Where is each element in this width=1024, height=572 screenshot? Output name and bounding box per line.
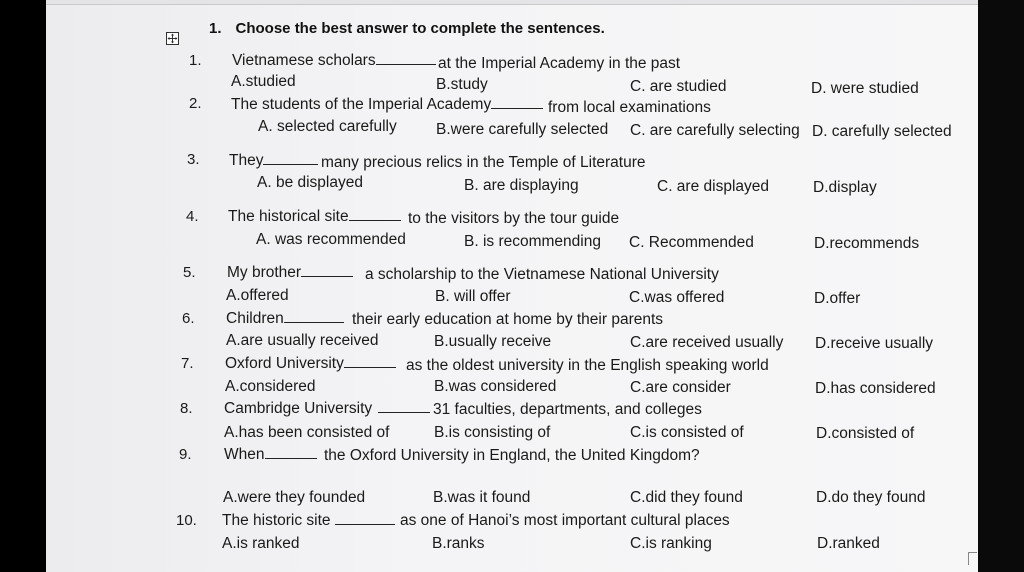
sentence-start: The historic site: [222, 512, 331, 529]
option-c: C.is consisted of: [630, 424, 744, 441]
option-b: B. is recommending: [464, 233, 601, 250]
sentence-end: from local examinations: [548, 99, 711, 116]
option-b: B.study: [436, 76, 488, 93]
sentence-start: The students of the Imperial Academy: [231, 96, 492, 113]
option-a: A. be displayed: [257, 174, 363, 191]
option-a: A.studied: [231, 73, 296, 90]
option-d: D.consisted of: [816, 425, 915, 442]
answer-blank: [284, 310, 344, 323]
question-number: 6.: [182, 310, 195, 327]
option-a: A.is ranked: [222, 535, 300, 552]
sentence-start: Oxford University: [225, 355, 344, 372]
option-d: D.display: [813, 179, 877, 196]
option-d: D.ranked: [817, 535, 880, 552]
option-a: A.considered: [225, 378, 316, 395]
question-sentence: [228, 208, 401, 226]
answer-blank: [263, 152, 318, 165]
question-number: 1.: [189, 52, 202, 69]
sentence-end: their early education at home by their parents: [352, 311, 664, 328]
question-number: 3.: [187, 151, 200, 168]
option-a: A.has been consisted of: [224, 424, 390, 441]
option-c: C. are displayed: [657, 178, 770, 195]
answer-blank: [265, 446, 317, 459]
option-c: C.is ranking: [630, 535, 712, 552]
question-sentence: [227, 264, 353, 282]
option-b: B.was it found: [433, 489, 531, 506]
sentence-start: When: [224, 446, 265, 463]
question-number: 5.: [183, 264, 196, 281]
document-page: [46, 0, 978, 572]
option-d: D.receive usually: [815, 335, 934, 352]
question-number: 2.: [189, 95, 202, 112]
sentence-start: Children: [226, 310, 284, 327]
option-d: D.has considered: [815, 380, 936, 397]
question-sentence: [232, 52, 436, 70]
option-c: C.did they found: [630, 489, 743, 506]
sentence-start: They: [229, 152, 264, 169]
sentence-end: to the visitors by the tour guide: [408, 210, 620, 227]
option-b: B.was considered: [434, 378, 557, 395]
sentence-end: at the Imperial Academy in the past: [438, 55, 681, 72]
option-d: D.offer: [814, 290, 861, 307]
question-number: 9.: [179, 446, 192, 463]
answer-blank: [349, 208, 401, 221]
question-sentence: [222, 512, 395, 530]
sentence-end: many precious relics in the Temple of Literature: [321, 154, 646, 171]
option-a: A. was recommended: [256, 231, 406, 248]
answer-blank: [376, 52, 436, 65]
exercise-heading: [209, 20, 605, 37]
option-d: D. carefully selected: [812, 123, 952, 140]
option-d: D.do they found: [816, 489, 926, 506]
sentence-end: 31 faculties, departments, and colleges: [433, 401, 702, 418]
option-b: B.is consisting of: [434, 424, 551, 441]
option-c: C. are studied: [630, 78, 727, 95]
option-b: B.were carefully selected: [436, 121, 609, 138]
question-sentence: [225, 355, 396, 373]
option-b: B. will offer: [435, 288, 511, 305]
question-number: 8.: [180, 400, 193, 417]
sentence-end: as the oldest university in the English speaking world: [406, 357, 769, 374]
sentence-start: The historical site: [228, 208, 349, 225]
option-a: A.were they founded: [223, 489, 366, 506]
question-sentence: [226, 310, 344, 328]
screen-bezel: [978, 0, 1024, 572]
option-a: A. selected carefully: [258, 118, 397, 135]
ruler: [46, 0, 978, 5]
page-corner-mark: [968, 552, 977, 565]
option-a: A.are usually received: [226, 332, 379, 349]
option-c: C. are carefully selecting: [630, 122, 800, 139]
heading-text: Choose the best answer to complete the sentences.: [235, 20, 605, 37]
question-sentence: [229, 152, 318, 170]
heading-number: 1.: [209, 20, 222, 37]
table-move-handle-icon[interactable]: [166, 32, 179, 45]
question-number: 10.: [176, 512, 197, 529]
answer-blank: [335, 512, 395, 525]
answer-blank: [301, 264, 353, 277]
option-c: C.are consider: [630, 379, 731, 396]
option-b: B.ranks: [432, 535, 485, 552]
sentence-start: My brother: [227, 264, 302, 281]
question-sentence: [224, 446, 317, 464]
sentence-end: a scholarship to the Vietnamese National University: [365, 266, 719, 283]
question-number: 4.: [186, 208, 199, 225]
answer-blank: [344, 355, 396, 368]
sentence-end: as one of Hanoi’s most important cultural places: [400, 512, 730, 529]
sentence-start: Cambridge University: [224, 400, 373, 417]
option-d: D.recommends: [814, 235, 920, 252]
answer-blank: [378, 400, 430, 413]
sentence-start: Vietnamese scholars: [232, 52, 376, 69]
option-b: B. are displaying: [464, 177, 579, 194]
question-sentence: [224, 400, 430, 418]
option-c: C.was offered: [629, 289, 725, 306]
option-b: B.usually receive: [434, 333, 552, 350]
question-number: 7.: [181, 355, 194, 372]
option-a: A.offered: [226, 287, 289, 304]
option-d: D. were studied: [811, 80, 919, 97]
question-sentence: [231, 96, 543, 114]
option-c: C.are received usually: [630, 334, 784, 351]
sentence-end: the Oxford University in England, the United Kingdom?: [324, 447, 700, 464]
option-c: C. Recommended: [629, 234, 754, 251]
answer-blank: [491, 96, 543, 109]
